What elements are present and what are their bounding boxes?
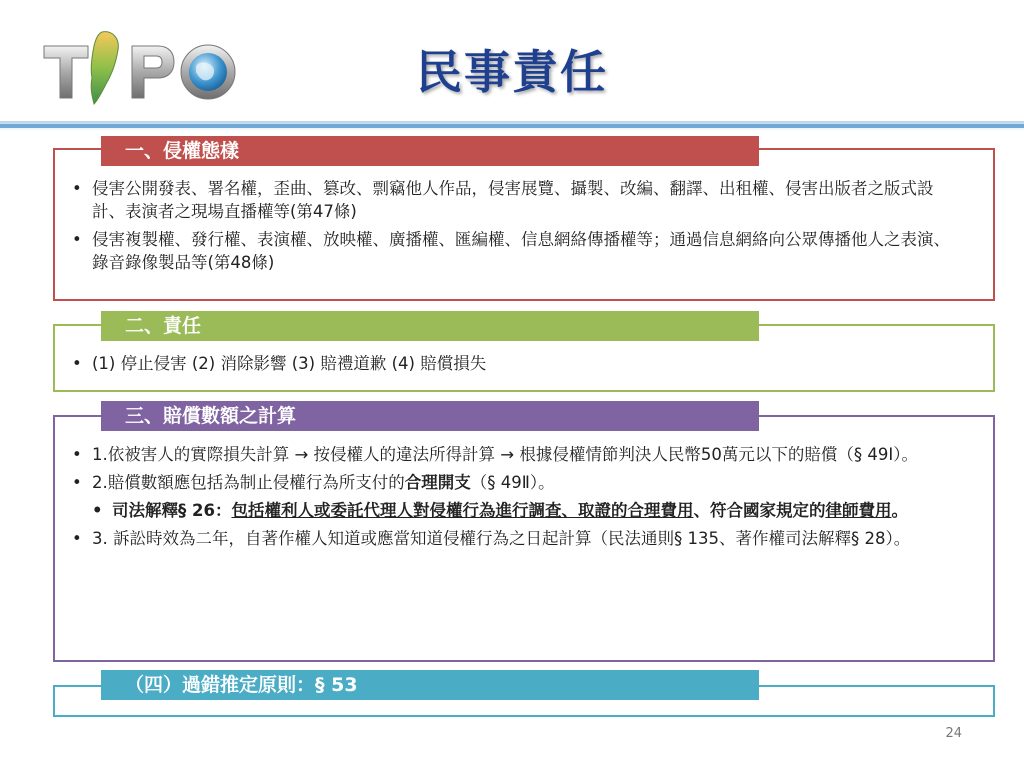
page-number: 24 (945, 726, 962, 741)
list-item (72, 471, 964, 494)
sub-list-item (92, 499, 964, 522)
sub-underline-1: 包括權利人或委託代理人對侵權行為進行調查、取證的合理費用 (231, 501, 694, 520)
list-item: • 1.依被害人的實際損失計算 → 按侵權人的違法所得計算 → 根據侵權情節判決人民幣50萬元以下的賠償（§ 49Ⅰ）。 (72, 443, 964, 466)
section-3-heading: 三、賠償數額之計算 (101, 401, 759, 431)
item-2-suffix: （§ 49Ⅱ）。 (470, 473, 555, 492)
sub-mid: 、符合國家規定的 (693, 501, 826, 520)
sub-end: 。 (891, 501, 908, 520)
item-2-bold: 合理開支 (404, 473, 471, 492)
section-1-list (72, 177, 964, 279)
sub-underline-2: 律師費用 (825, 501, 892, 520)
section-2-list (72, 352, 964, 380)
section-2-heading: 二、責任 (101, 311, 759, 341)
page-title: 民事責任 (416, 45, 608, 99)
section-4-heading: （四）過錯推定原則：§ 53 (101, 670, 759, 700)
list-item: • 侵害複製權、發行權、表演權、放映權、廣播權、匯編權、信息網絡傳播權等；通過信息網絡向公眾傳播他人之表演、錄音錄像製品等(第48條) (72, 228, 964, 274)
item-2-prefix: 2.賠償數額應包括為制止侵權行為所支付的 (92, 473, 405, 492)
section-3-list (72, 443, 964, 555)
list-item: • 3. 訴訟時效為二年，自著作權人知道或應當知道侵權行為之日起計算（民法通則§ 135、著作權司法解釋§ 28）。 (72, 527, 964, 550)
sub-label: 司法解釋§ 26： (112, 501, 232, 520)
section-1-heading: 一、侵權態樣 (101, 136, 759, 166)
list-item: • (1) 停止侵害 (2) 消除影響 (3) 賠禮道歉 (4) 賠償損失 (72, 352, 964, 375)
header-divider (0, 124, 1024, 128)
list-item: • 侵害公開發表、署名權，歪曲、篡改、剽竊他人作品，侵害展覽、攝製、改編、翻譯、出租權、侵害出版者之版式設計、表演者之現場直播權等(第47條) (72, 177, 964, 223)
